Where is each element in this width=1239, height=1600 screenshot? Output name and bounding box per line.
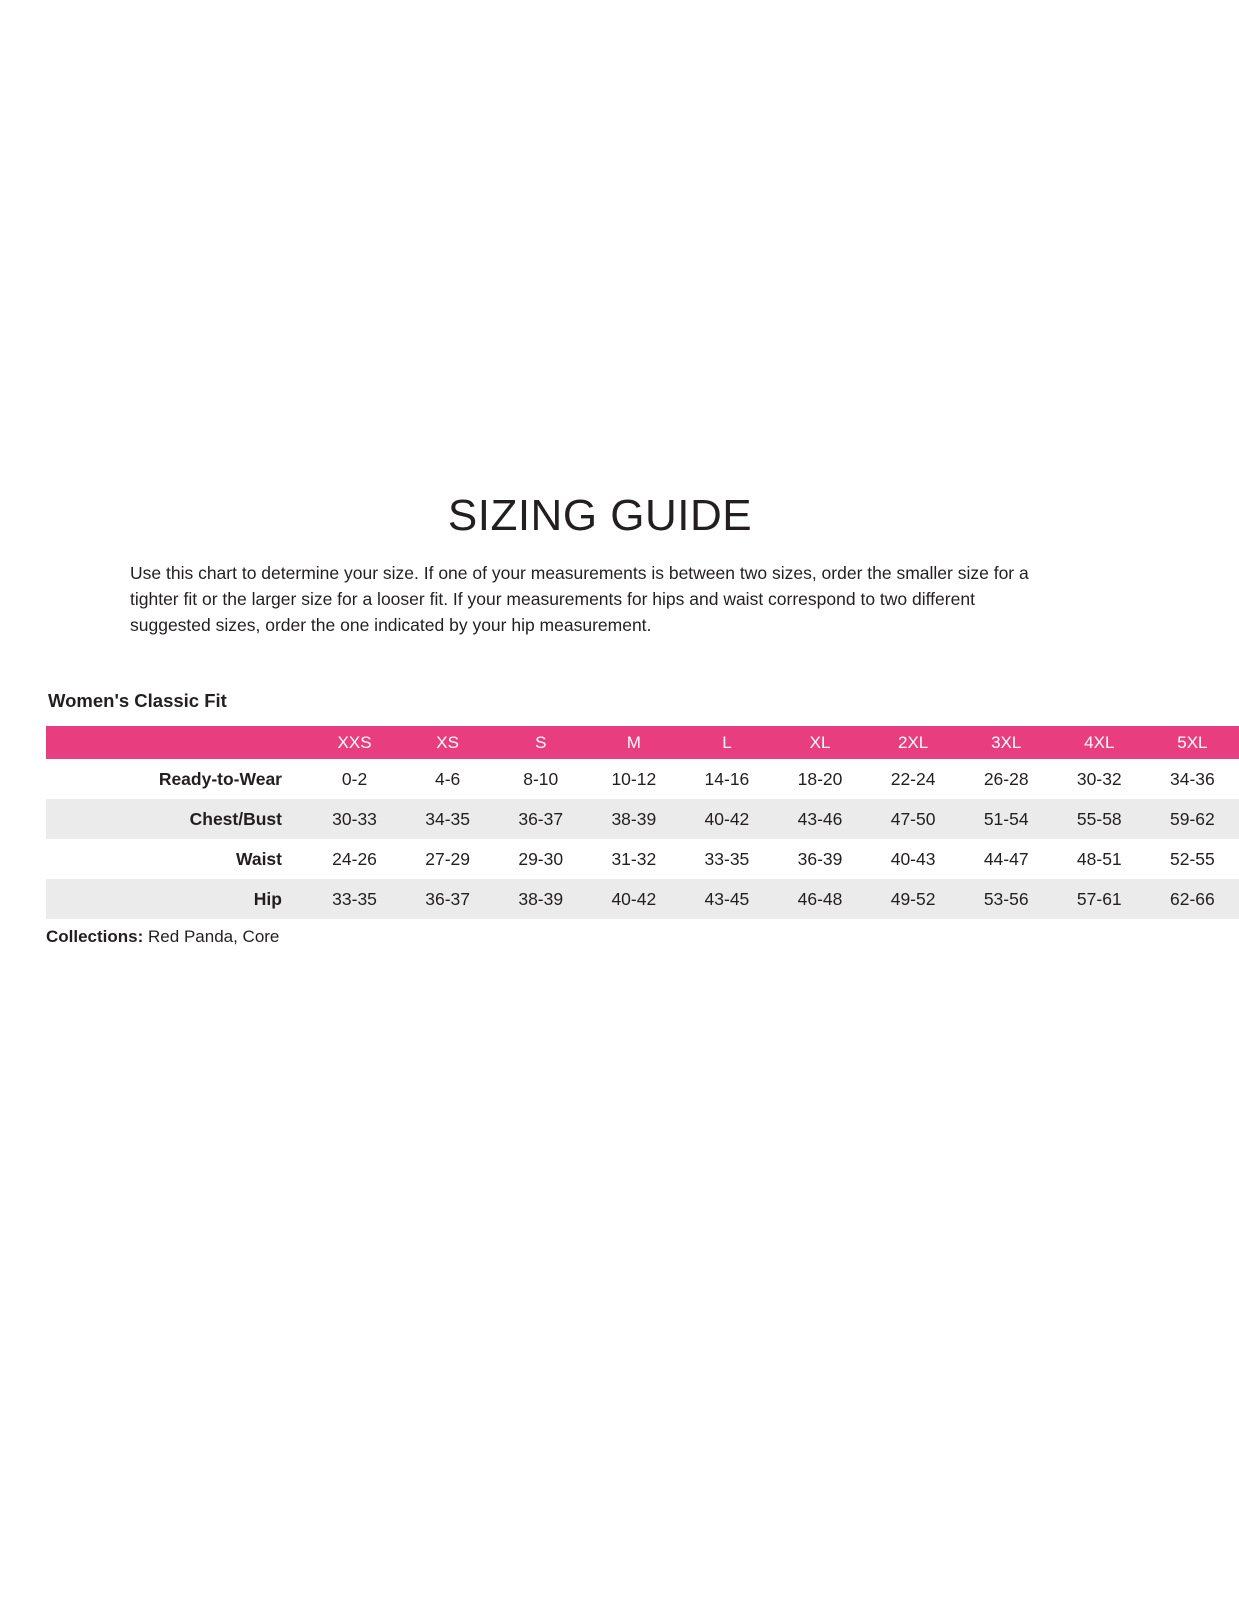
table-cell: 38-39: [494, 879, 587, 919]
column-header: XS: [401, 726, 494, 759]
table-cell: 29-30: [494, 839, 587, 879]
column-header: 5XL: [1146, 726, 1239, 759]
table-cell: 36-37: [494, 799, 587, 839]
table-cell: 26-28: [960, 759, 1053, 799]
table-cell: 33-35: [680, 839, 773, 879]
table-cell: 44-47: [960, 839, 1053, 879]
row-label: Hip: [46, 879, 308, 919]
collections-value: Red Panda, Core: [148, 927, 280, 946]
row-label: Ready-to-Wear: [46, 759, 308, 799]
table-cell: 4-6: [401, 759, 494, 799]
table-cell: 34-35: [401, 799, 494, 839]
table-cell: 51-54: [960, 799, 1053, 839]
table-cell: 43-46: [773, 799, 866, 839]
table-cell: 53-56: [960, 879, 1053, 919]
table-cell: 59-62: [1146, 799, 1239, 839]
table-row: [46, 799, 1239, 839]
table-row: [46, 879, 1239, 919]
table-cell: 55-58: [1053, 799, 1146, 839]
table-cell: 14-16: [680, 759, 773, 799]
column-header: M: [587, 726, 680, 759]
collections-label: Collections:: [46, 927, 144, 946]
page-title: SIZING GUIDE: [447, 491, 753, 541]
table-cell: 8-10: [494, 759, 587, 799]
column-header: 3XL: [960, 726, 1053, 759]
table-cell: 57-61: [1053, 879, 1146, 919]
column-header: 4XL: [1053, 726, 1146, 759]
row-label: Waist: [46, 839, 308, 879]
collections-line: [46, 927, 279, 947]
table-corner-cell: [46, 726, 308, 759]
intro-paragraph: Use this chart to determine your size. If one of your measurements is between two sizes, order the smaller size for a tighter fit or the larger size for a looser fit. If your measurements for hips and waist correspond to two different suggested sizes, order the one indicated by your hip measurement.: [130, 562, 1029, 635]
table-cell: 49-52: [867, 879, 960, 919]
column-header: 2XL: [867, 726, 960, 759]
sizing-table: [46, 726, 1239, 919]
table-cell: 62-66: [1146, 879, 1239, 919]
table-cell: 40-42: [587, 879, 680, 919]
table-cell: 33-35: [308, 879, 401, 919]
table-cell: 0-2: [308, 759, 401, 799]
table-row: [46, 839, 1239, 879]
column-header: XXS: [308, 726, 401, 759]
table-cell: 31-32: [587, 839, 680, 879]
table-cell: 40-43: [867, 839, 960, 879]
table-cell: 36-37: [401, 879, 494, 919]
table-cell: 48-51: [1053, 839, 1146, 879]
table-cell: 30-32: [1053, 759, 1146, 799]
column-header: XL: [773, 726, 866, 759]
column-header: L: [680, 726, 773, 759]
table-cell: 47-50: [867, 799, 960, 839]
table-row: [46, 759, 1239, 799]
table-cell: 27-29: [401, 839, 494, 879]
table-header-row: [46, 726, 1239, 759]
row-label: Chest/Bust: [46, 799, 308, 839]
section-title: Women's Classic Fit: [48, 690, 227, 711]
table-cell: 24-26: [308, 839, 401, 879]
table-cell: 22-24: [867, 759, 960, 799]
table-cell: 36-39: [773, 839, 866, 879]
table-cell: 10-12: [587, 759, 680, 799]
table-cell: 46-48: [773, 879, 866, 919]
table-cell: 43-45: [680, 879, 773, 919]
table-cell: 30-33: [308, 799, 401, 839]
table-cell: 52-55: [1146, 839, 1239, 879]
table-cell: 34-36: [1146, 759, 1239, 799]
table-cell: 40-42: [680, 799, 773, 839]
table-cell: 18-20: [773, 759, 866, 799]
table-cell: 38-39: [587, 799, 680, 839]
column-header: S: [494, 726, 587, 759]
